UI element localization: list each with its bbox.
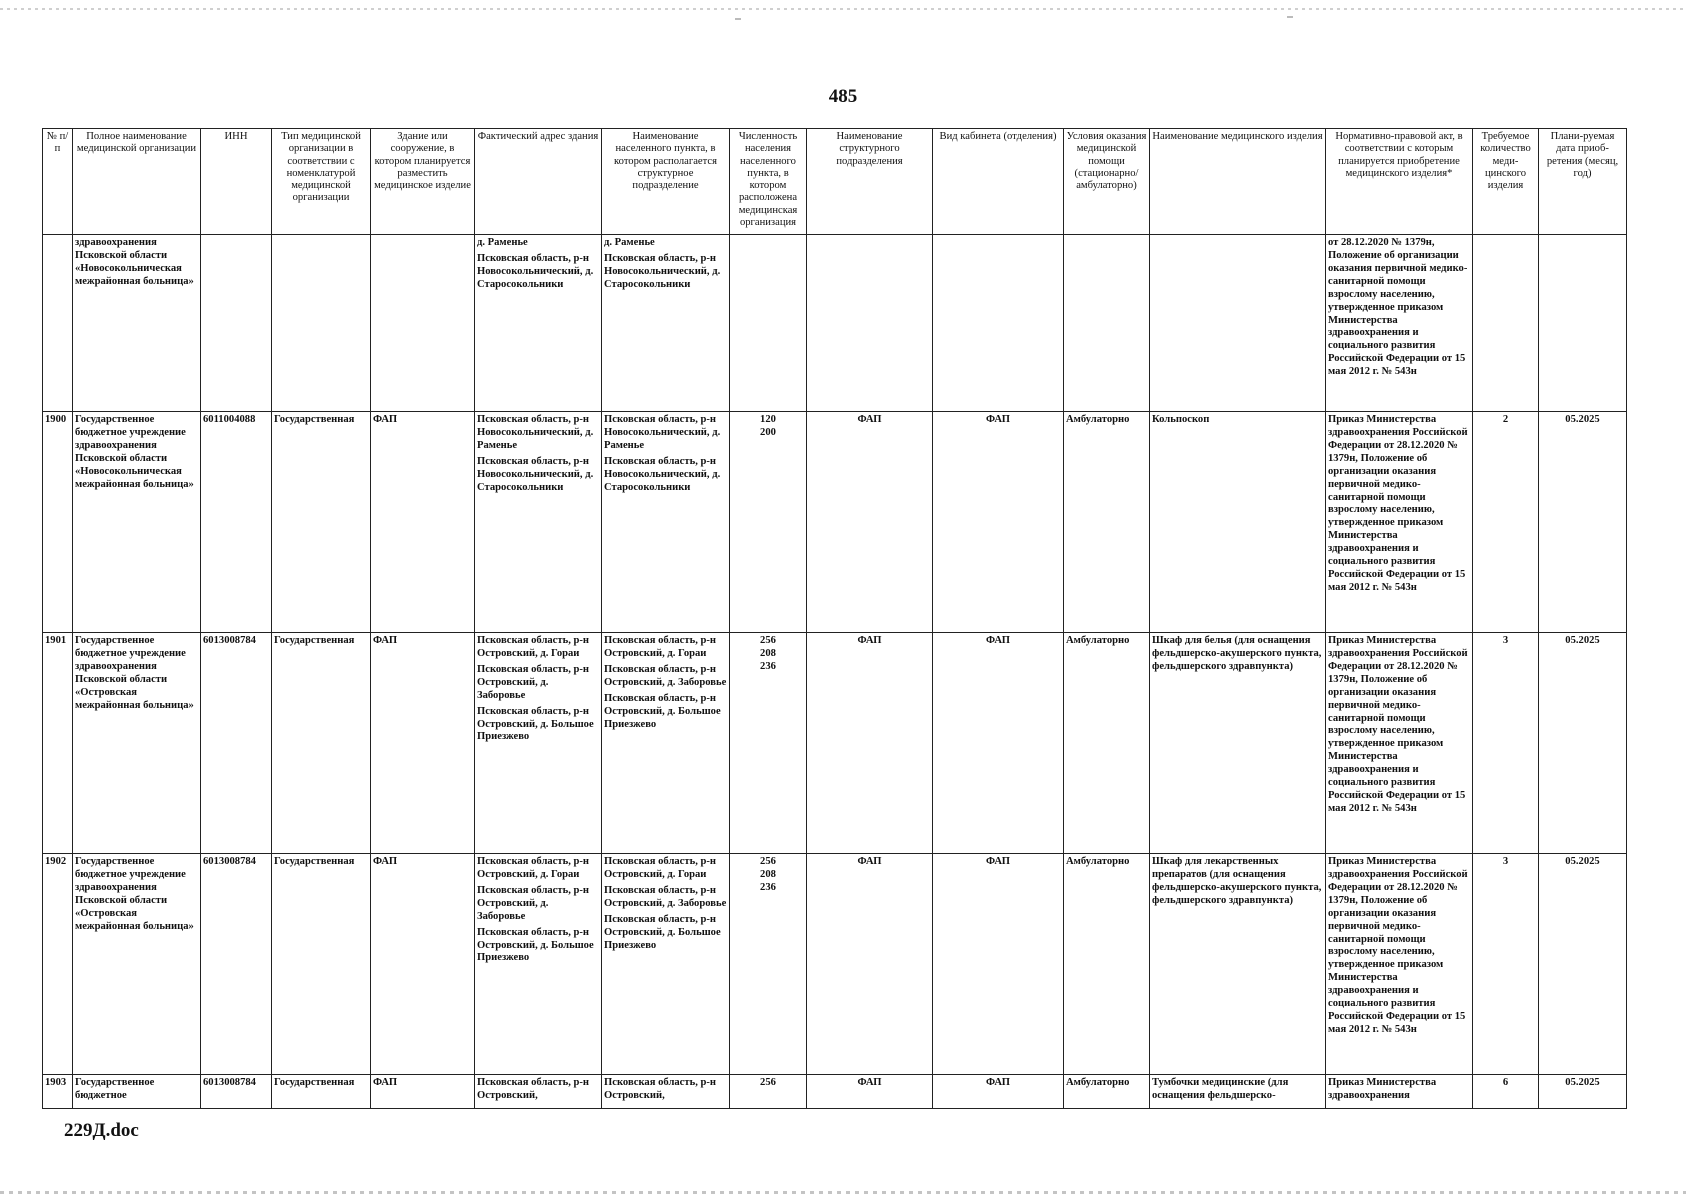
- population-value: 256: [760, 856, 776, 867]
- footer-filename: 229Д.doc: [64, 1120, 139, 1141]
- column-header: Тип медицинской организации в соответствии с номенклатурой медицинской организации: [272, 129, 371, 235]
- cell-act: Приказ Министерства здравоохранения Российской Федерации от 28.12.2020 № 1379н, Положение об организации оказания первичной медико-санитарной помощи взрослому населению, утвержденное приказом Министерства здравоохранения и социального развития Российской Федерации от 15 мая 2012 г. № 543н: [1326, 854, 1473, 1075]
- settlement-line: Псковская область, р-н Островский, д. Большое Приезжево: [604, 692, 721, 730]
- cell-type: Государственная: [272, 854, 371, 1075]
- cell-cabinet: ФАП: [933, 633, 1064, 854]
- cell-building: ФАП: [371, 854, 475, 1075]
- address-line: Псковская область, р-н Островский,: [477, 1077, 590, 1101]
- cell-addresses: [475, 854, 602, 1075]
- column-header: Требуемое количество меди-цинского изделия: [1473, 129, 1539, 235]
- cell-population: [730, 1075, 807, 1109]
- column-header: Нормативно-правовой акт, в соответствии с которым планируется приобретение медицинского изделия*: [1326, 129, 1473, 235]
- column-header: Численность населения населенного пункта, в котором расположена медицинская организация: [730, 129, 807, 235]
- address-line: Псковская область, р-н Новосокольнический, д. Раменье: [477, 414, 594, 451]
- cell-quantity: [1473, 235, 1539, 412]
- column-header: Наименование населенного пункта, в котором располагается структурное подразделение: [602, 129, 730, 235]
- settlement-line: Псковская область, р-н Островский, д. Гораи: [604, 856, 717, 880]
- column-header: Наименование медицинского изделия: [1150, 129, 1326, 235]
- column-header: Фактический адрес здания: [475, 129, 602, 235]
- population-value: 200: [760, 426, 776, 438]
- cell-act: Приказ Министерства здравоохранения: [1326, 1075, 1473, 1109]
- cell-settlements: [602, 854, 730, 1075]
- cell-quantity: 3: [1473, 854, 1539, 1075]
- cell-population: [730, 854, 807, 1075]
- address-line: Псковская область, р-н Островский, д. Заборовье: [477, 663, 590, 701]
- address-line: Псковская область, р-н Новосокольнический, д. Старосокольники: [477, 455, 594, 493]
- cell-date: 05.2025: [1539, 854, 1627, 1075]
- cell-unit: ФАП: [807, 1075, 933, 1109]
- scan-edge-top: [0, 8, 1686, 10]
- cell-type: Государственная: [272, 633, 371, 854]
- settlement-line: Псковская область, р-н Новосокольнический, д. Старосокольники: [604, 252, 721, 290]
- cell-unit: ФАП: [807, 633, 933, 854]
- cell-addresses: [475, 412, 602, 633]
- scan-mark: [735, 18, 741, 20]
- cell-inn: 6013008784: [201, 633, 272, 854]
- table-header-row: [43, 129, 1627, 235]
- column-header: Полное наименование медицинской организации: [73, 129, 201, 235]
- page-number: 485: [828, 86, 858, 107]
- cell-inn: 6013008784: [201, 854, 272, 1075]
- settlement-line: Псковская область, р-н Островский, д. Заборовье: [604, 663, 727, 688]
- settlement-line: д. Раменье: [604, 237, 655, 248]
- cell-conditions: Амбулаторно: [1064, 412, 1150, 633]
- population-value: 236: [760, 881, 776, 893]
- scan-edge-bottom: [0, 1191, 1686, 1194]
- cell-cabinet: ФАП: [933, 412, 1064, 633]
- cell-inn: 6013008784: [201, 1075, 272, 1109]
- cell-unit: [807, 235, 933, 412]
- cell-population: [730, 633, 807, 854]
- cell-date: 05.2025: [1539, 1075, 1627, 1109]
- cell-unit: ФАП: [807, 854, 933, 1075]
- cell-org: Государственное бюджетное учреждение здравоохранения Псковской области «Новосокольническая межрайонная больница»: [73, 412, 201, 633]
- cell-num: 1903: [43, 1075, 73, 1109]
- cell-building: ФАП: [371, 633, 475, 854]
- cell-num: 1902: [43, 854, 73, 1075]
- medical-equipment-table: [42, 128, 1627, 1109]
- cell-inn: 6011004088: [201, 412, 272, 633]
- column-header: Условия оказания медицинской помощи (стационарно/ амбулаторно): [1064, 129, 1150, 235]
- settlement-line: Псковская область, р-н Новосокольнический, д. Старосокольники: [604, 455, 721, 493]
- population-value: 120: [760, 414, 776, 425]
- cell-settlements: [602, 412, 730, 633]
- cell-quantity: 3: [1473, 633, 1539, 854]
- cell-quantity: 6: [1473, 1075, 1539, 1109]
- column-header: Здание или сооружение, в котором планируется разместить медицинское изделие: [371, 129, 475, 235]
- cell-date: 05.2025: [1539, 633, 1627, 854]
- address-line: Псковская область, р-н Островский, д. Заборовье: [477, 884, 590, 922]
- cell-act: от 28.12.2020 № 1379н, Положение об организации оказания первичной медико-санитарной помощи взрослому населению, утвержденное приказом Министерства здравоохранения и социального развития Российской Федерации от 15 мая 2012 г. № 543н: [1326, 235, 1473, 412]
- column-header: Наименование структурного подразделения: [807, 129, 933, 235]
- column-header: Вид кабинета (отделения): [933, 129, 1064, 235]
- address-line: д. Раменье: [477, 237, 528, 248]
- cell-addresses: [475, 235, 602, 412]
- cell-org: Государственное бюджетное учреждение здравоохранения Псковской области «Островская межрайонная больница»: [73, 633, 201, 854]
- cell-building: [371, 235, 475, 412]
- cell-num: [43, 235, 73, 412]
- table-row-continuation: [43, 235, 1627, 412]
- column-header: ИНН: [201, 129, 272, 235]
- address-line: Псковская область, р-н Островский, д. Гораи: [477, 856, 590, 880]
- cell-settlements: [602, 235, 730, 412]
- cell-conditions: Амбулаторно: [1064, 854, 1150, 1075]
- population-value: 208: [760, 647, 776, 659]
- scan-mark: [1287, 16, 1293, 18]
- population-value: 208: [760, 868, 776, 880]
- population-value: 236: [760, 660, 776, 672]
- cell-building: ФАП: [371, 1075, 475, 1109]
- cell-type: [272, 235, 371, 412]
- cell-act: Приказ Министерства здравоохранения Российской Федерации от 28.12.2020 № 1379н, Положение об организации оказания первичной медико-санитарной помощи взрослому населению, утвержденное приказом Министерства здравоохранения и социального развития Российской Федерации от 15 мая 2012 г. № 543н: [1326, 412, 1473, 633]
- cell-cabinet: ФАП: [933, 854, 1064, 1075]
- cell-org: здравоохранения Псковской области «Новосокольническая межрайонная больница»: [73, 235, 201, 412]
- column-header: № п/п: [43, 129, 73, 235]
- cell-num: 1900: [43, 412, 73, 633]
- cell-quantity: 2: [1473, 412, 1539, 633]
- cell-inn: [201, 235, 272, 412]
- address-line: Псковская область, р-н Новосокольнический, д. Старосокольники: [477, 252, 594, 290]
- cell-settlements: [602, 1075, 730, 1109]
- settlement-line: Псковская область, р-н Островский, д. Гораи: [604, 635, 717, 659]
- table-row: [43, 854, 1627, 1075]
- cell-building: ФАП: [371, 412, 475, 633]
- address-line: Псковская область, р-н Островский, д. Гораи: [477, 635, 590, 659]
- cell-population: [730, 235, 807, 412]
- cell-org: Государственное бюджетное учреждение здравоохранения Псковской области «Островская межрайонная больница»: [73, 854, 201, 1075]
- cell-device: Шкаф для лекарственных препаратов (для оснащения фельдшерско-акушерского пункта, фельдшерского здравпункта): [1150, 854, 1326, 1075]
- population-value: 256: [760, 1077, 776, 1088]
- cell-org: Государственное бюджетное: [73, 1075, 201, 1109]
- population-value: 256: [760, 635, 776, 646]
- cell-num: 1901: [43, 633, 73, 854]
- table-row: [43, 633, 1627, 854]
- cell-addresses: [475, 1075, 602, 1109]
- cell-type: Государственная: [272, 412, 371, 633]
- cell-cabinet: [933, 235, 1064, 412]
- cell-addresses: [475, 633, 602, 854]
- cell-device: Шкаф для белья (для оснащения фельдшерско-акушерского пункта, фельдшерского здравпункта): [1150, 633, 1326, 854]
- cell-conditions: [1064, 235, 1150, 412]
- cell-device: [1150, 235, 1326, 412]
- cell-cabinet: ФАП: [933, 1075, 1064, 1109]
- cell-population: [730, 412, 807, 633]
- cell-unit: ФАП: [807, 412, 933, 633]
- settlement-line: Псковская область, р-н Новосокольнический, д. Раменье: [604, 414, 721, 451]
- address-line: Псковская область, р-н Островский, д. Большое Приезжево: [477, 926, 594, 964]
- cell-device: Кольпоскоп: [1150, 412, 1326, 633]
- table-row: [43, 412, 1627, 633]
- cell-conditions: Амбулаторно: [1064, 1075, 1150, 1109]
- cell-date: 05.2025: [1539, 412, 1627, 633]
- address-line: Псковская область, р-н Островский, д. Большое Приезжево: [477, 705, 594, 743]
- cell-date: [1539, 235, 1627, 412]
- cell-act: Приказ Министерства здравоохранения Российской Федерации от 28.12.2020 № 1379н, Положение об организации оказания первичной медико-санитарной помощи взрослому населению, утвержденное приказом Министерства здравоохранения и социального развития Российской Федерации от 15 мая 2012 г. № 543н: [1326, 633, 1473, 854]
- settlement-line: Псковская область, р-н Островский, д. Заборовье: [604, 884, 727, 909]
- cell-conditions: Амбулаторно: [1064, 633, 1150, 854]
- cell-device: Тумбочки медицинские (для оснащения фельдшерско-: [1150, 1075, 1326, 1109]
- settlement-line: Псковская область, р-н Островский, д. Большое Приезжево: [604, 913, 721, 951]
- cell-type: Государственная: [272, 1075, 371, 1109]
- column-header: Плани-руемая дата приоб-ретения (месяц, год): [1539, 129, 1627, 235]
- cell-settlements: [602, 633, 730, 854]
- settlement-line: Псковская область, р-н Островский,: [604, 1077, 717, 1101]
- table-row: [43, 1075, 1627, 1109]
